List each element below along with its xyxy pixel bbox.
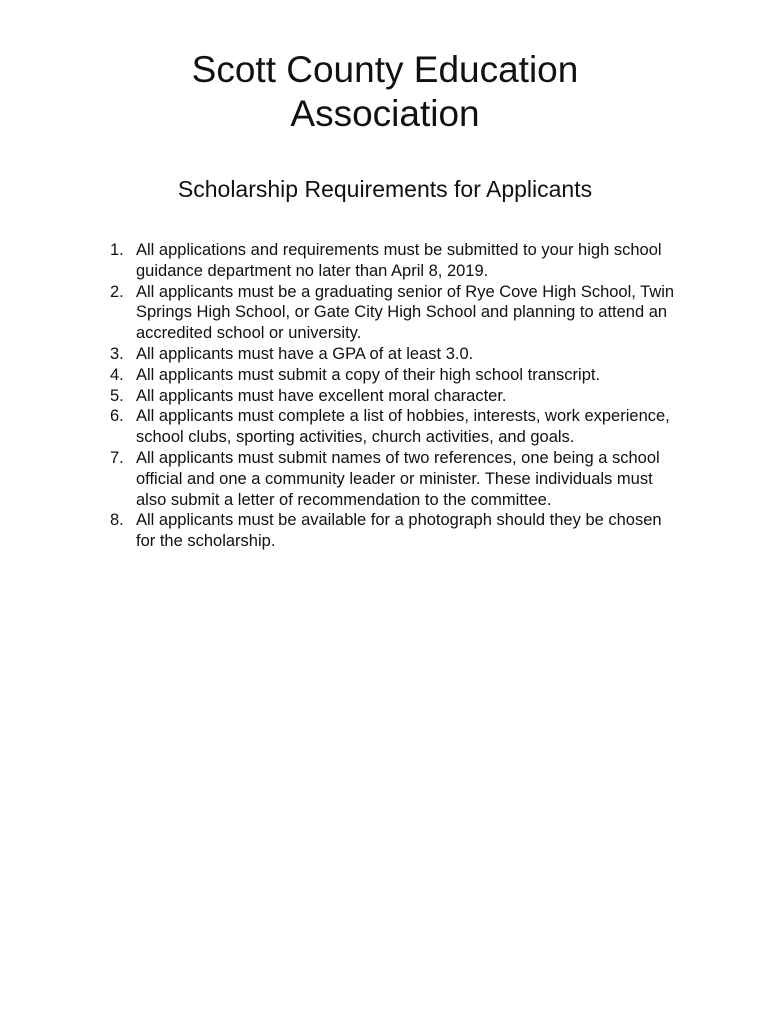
requirement-text: All applicants must be a graduating senior of Rye Cove High School, Twin Springs High School, or Gate City High School and planning to attend an accredited school or university.	[136, 282, 675, 343]
requirement-number: 8.	[110, 511, 124, 530]
document-title	[0, 48, 770, 136]
requirement-item	[0, 510, 680, 552]
requirement-text: All applicants must submit a copy of their high school transcript.	[136, 365, 601, 384]
requirement-number: 6.	[110, 407, 124, 426]
requirement-number: 1.	[110, 241, 124, 259]
requirement-item	[0, 406, 680, 448]
requirement-item	[0, 344, 680, 365]
requirements-list	[0, 240, 680, 552]
requirement-number: 5.	[110, 386, 124, 405]
requirement-item	[0, 386, 680, 407]
document-subtitle: Scholarship Requirements for Applicants	[177, 176, 593, 202]
requirement-number: 3.	[110, 344, 124, 363]
requirement-item	[0, 282, 680, 344]
requirement-text: All applicants must submit names of two references, one being a school official and one a community leader or minister. These individuals must also submit a letter of recommendation to the committee.	[136, 448, 660, 509]
requirement-text: All applicants must have excellent moral character.	[136, 386, 507, 405]
requirement-number: 4.	[110, 365, 124, 384]
requirement-text: All applicants must be available for a photograph should they be chosen for the scholarship.	[136, 511, 662, 551]
title-line-2: Association	[290, 93, 480, 134]
requirement-number: 7.	[110, 448, 124, 467]
requirement-text: All applicants must have a GPA of at least 3.0.	[136, 344, 474, 363]
requirement-number: 2.	[110, 282, 124, 301]
requirement-text: All applicants must complete a list of hobbies, interests, work experience, school clubs, sporting activities, church activities, and goals.	[136, 407, 670, 447]
requirement-item	[0, 240, 680, 282]
requirement-item	[0, 365, 680, 386]
requirement-text: All applications and requirements must be submitted to your high school guidance department no later than April 8, 2019.	[136, 241, 662, 280]
title-line-1: Scott County Education	[191, 49, 579, 90]
requirement-item	[0, 448, 680, 510]
